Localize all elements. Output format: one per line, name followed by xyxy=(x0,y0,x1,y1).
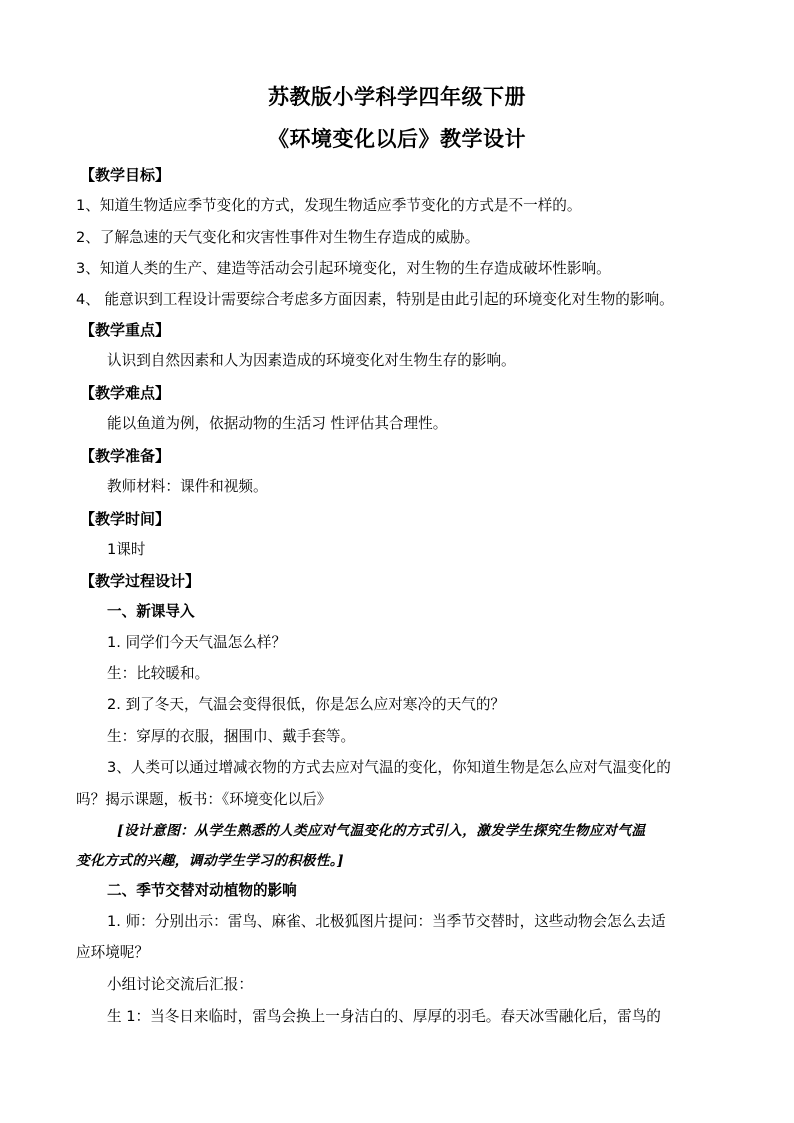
section-title: 二、季节交替对动植物的影响 xyxy=(107,882,297,899)
design-note: 变化方式的兴趣，调动学生学习的积极性。] xyxy=(76,853,344,869)
objectives-heading: 【教学目标】 xyxy=(80,166,171,184)
process-line: 生：穿厚的衣服，捆围巾、戴手套等。 xyxy=(107,728,356,745)
difficulties-text: 能以鱼道为例，依据动物的生活习 性评估其合理性。 xyxy=(107,415,448,432)
preparation-heading: 【教学准备】 xyxy=(80,447,171,465)
process-line: 1. 师：分别出示：雷鸟、麻雀、北极狐图片提问：当季节交替时，这些动物会怎么去适 xyxy=(107,913,666,930)
process-line: 3、人类可以通过增减衣物的方式去应对气温的变化，你知道生物是怎么应对气温变化的 xyxy=(107,759,671,776)
objective-item: 3、知道人类的生产、建造等活动会引起环境变化，对生物的生存造成破坏性影响。 xyxy=(76,260,611,277)
process-line: 小组讨论交流后汇报： xyxy=(107,976,253,993)
time-heading: 【教学时间】 xyxy=(80,510,171,528)
process-line: 生 1：当冬日来临时，雷鸟会换上一身洁白的、厚厚的羽毛。春天冰雪融化后，雷鸟的 xyxy=(107,1008,661,1025)
process-line: 2. 到了冬天，气温会变得很低，你是怎么应对寒冷的天气的？ xyxy=(107,696,506,713)
time-text: 1课时 xyxy=(107,541,146,558)
section-title: 一、新课导入 xyxy=(107,603,195,620)
process-line: 生：比较暖和。 xyxy=(107,665,210,682)
objective-item: 4、 能意识到工程设计需要综合考虑多方面因素，特别是由此引起的环境变化对生物的影响。 xyxy=(76,291,674,308)
objective-item: 1、知道生物适应季节变化的方式，发现生物适应季节变化的方式是不一样的。 xyxy=(76,197,582,214)
key-points-text: 认识到自然因素和人为因素造成的环境变化对生物生存的影响。 xyxy=(107,352,516,369)
design-note: [设计意图：从学生熟悉的人类应对气温变化的方式引入，激发学生探究生物应对气温 xyxy=(117,823,646,839)
difficulties-heading: 【教学难点】 xyxy=(80,384,171,402)
process-line: 1. 同学们今天气温怎么样？ xyxy=(107,634,287,651)
preparation-text: 教师材料：课件和视频。 xyxy=(107,478,268,495)
document-title-line2: 《环境变化以后》教学设计 xyxy=(268,126,526,151)
document-title-line1: 苏教版小学科学四年级下册 xyxy=(268,84,526,109)
process-line: 吗？揭示课题，板书：《环境变化以后》 xyxy=(76,791,332,808)
process-heading: 【教学过程设计】 xyxy=(80,572,201,590)
objective-item: 2、了解急速的天气变化和灾害性事件对生物生存造成的威胁。 xyxy=(76,229,480,246)
key-points-heading: 【教学重点】 xyxy=(80,321,171,339)
process-line: 应环境呢？ xyxy=(76,944,149,961)
